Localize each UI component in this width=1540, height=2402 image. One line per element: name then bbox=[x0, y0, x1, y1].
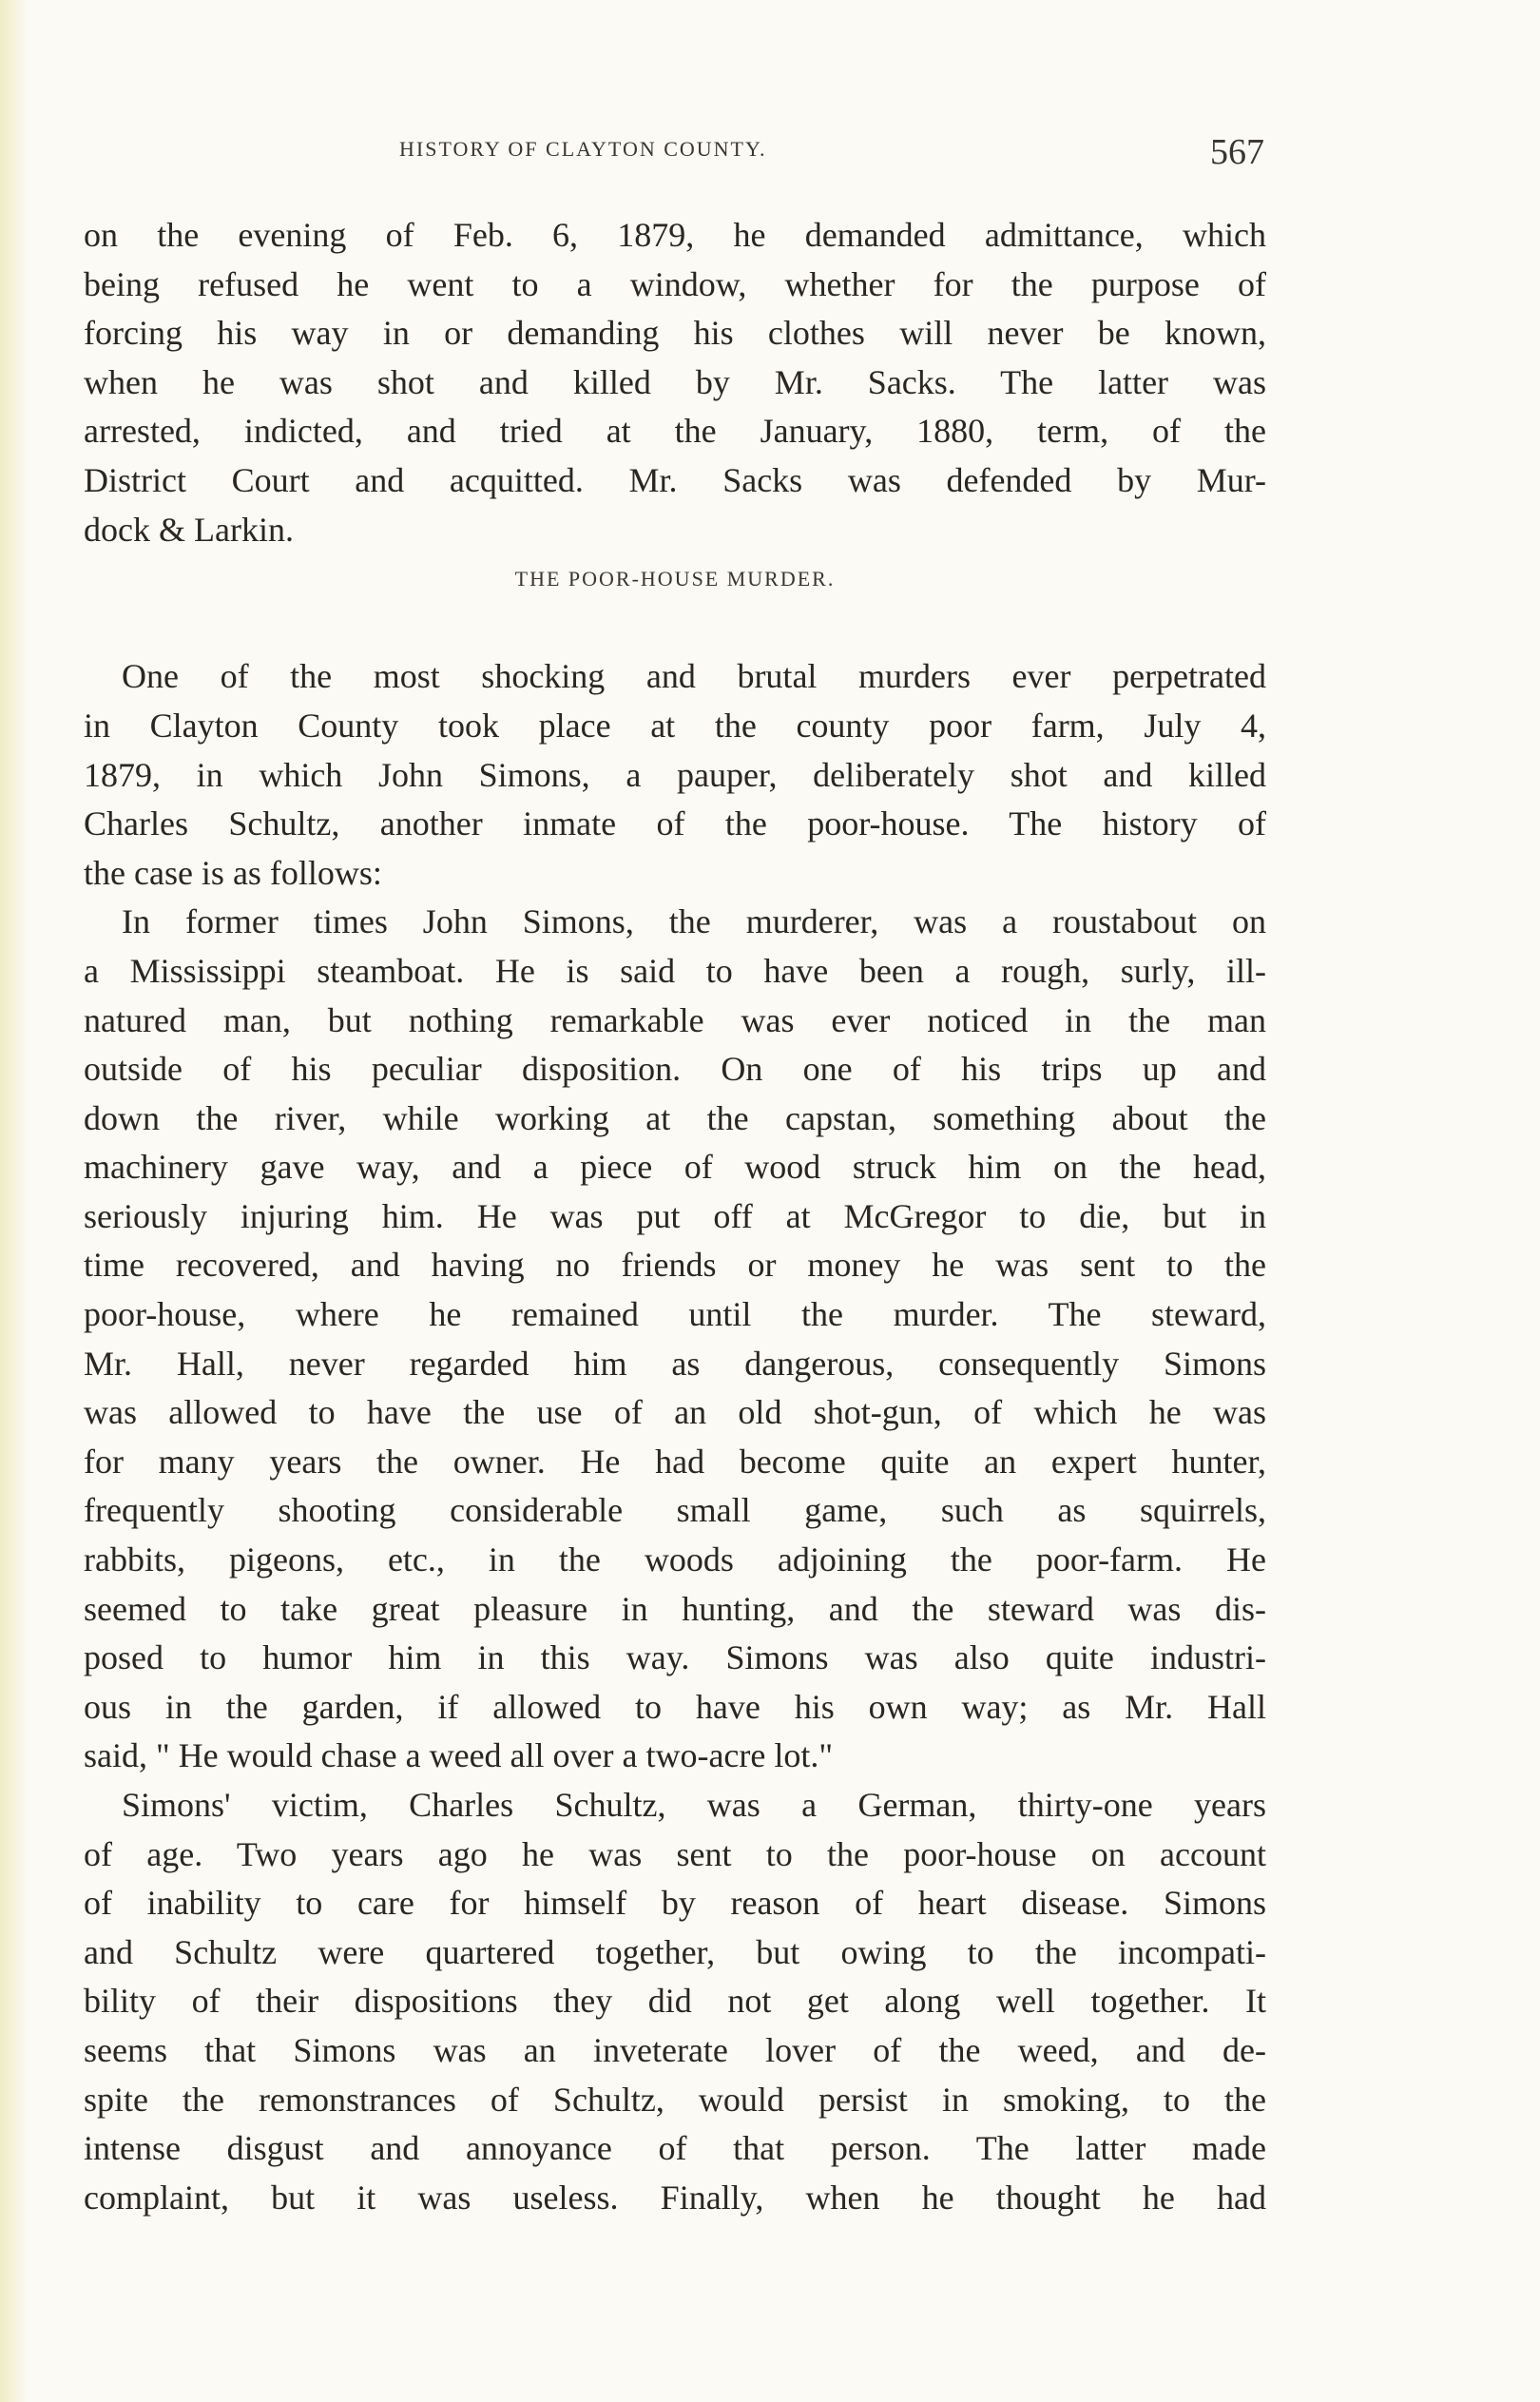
text-line: seemed to take great pleasure in hunting, and the steward was dis- bbox=[84, 1589, 1266, 1628]
text-line: One of the most shocking and brutal murders ever perpetrated bbox=[122, 657, 1266, 696]
text-line: In former times John Simons, the murderer, was a roustabout on bbox=[122, 902, 1266, 941]
text-line: and Schultz were quartered together, but owing to the incompati- bbox=[84, 1932, 1266, 1971]
text-line: rabbits, pigeons, etc., in the woods adjoining the poor-farm. He bbox=[84, 1540, 1266, 1579]
running-head bbox=[86, 131, 1264, 188]
text-line: posed to humor him in this way. Simons was also quite industri- bbox=[84, 1638, 1266, 1677]
text-line: of inability to care for himself by reason of heart disease. Simons bbox=[84, 1884, 1266, 1923]
text-line: natured man, but nothing remarkable was ever noticed in the man bbox=[84, 1000, 1266, 1039]
text-line: for many years the owner. He had become quite an expert hunter, bbox=[84, 1442, 1266, 1481]
text-line: arrested, indicted, and tried at the January, 1880, term, of the bbox=[84, 412, 1266, 451]
text-line: seems that Simons was an inveterate lover of the weed, and de- bbox=[84, 2030, 1266, 2069]
text-line: was allowed to have the use of an old shot-gun, of which he was bbox=[84, 1393, 1266, 1432]
spacer bbox=[84, 604, 1266, 653]
text-line: in Clayton County took place at the county poor farm, July 4, bbox=[84, 706, 1266, 745]
text-line: dock & Larkin. bbox=[84, 510, 294, 549]
text-line: when he was shot and killed by Mr. Sacks. The latter was bbox=[84, 362, 1266, 401]
text-line: ous in the garden, if allowed to have his own way; as Mr. Hall bbox=[84, 1687, 1266, 1726]
text-line: down the river, while working at the capstan, something about the bbox=[84, 1098, 1266, 1137]
text-line: seriously injuring him. He was put off at McGregor to die, but in bbox=[84, 1196, 1266, 1235]
paragraph-schultz bbox=[84, 1781, 1266, 2222]
text-line: intense disgust and annoyance of that person. The latter made bbox=[84, 2129, 1266, 2168]
text-line: Simons' victim, Charles Schultz, was a German, thirty-one years bbox=[122, 1786, 1266, 1824]
text-line: complaint, but it was useless. Finally, when he thought he had bbox=[84, 2178, 1266, 2217]
running-title: HISTORY OF CLAYTON COUNTY. bbox=[399, 137, 767, 161]
text-line: bility of their dispositions they did not get along well together. It bbox=[84, 1982, 1266, 2021]
page-edge-shadow bbox=[0, 0, 25, 2402]
text-line: frequently shooting considerable small game, such as squirrels, bbox=[84, 1491, 1266, 1530]
text-line: said, " He would chase a weed all over a two-acre lot." bbox=[84, 1736, 834, 1775]
text-line: spite the remonstrances of Schultz, would persist in smoking, to the bbox=[84, 2080, 1266, 2119]
page-number: 567 bbox=[1210, 132, 1264, 172]
paragraph-intro bbox=[84, 652, 1266, 898]
text-line: time recovered, and having no friends or money he was sent to the bbox=[84, 1246, 1266, 1285]
text-line: a Mississippi steamboat. He is said to have been a rough, surly, ill- bbox=[84, 951, 1266, 990]
text-line: on the evening of Feb. 6, 1879, he demanded admittance, which bbox=[84, 216, 1266, 254]
section-heading: THE POOR-HOUSE MURDER. bbox=[514, 567, 836, 591]
text-line: the case is as follows: bbox=[84, 853, 382, 892]
text-line: Mr. Hall, never regarded him as dangerous, consequently Simons bbox=[84, 1344, 1266, 1383]
paragraph-simons-history bbox=[84, 898, 1266, 1781]
text-line: outside of his peculiar disposition. On one of his trips up and bbox=[84, 1050, 1266, 1089]
text-line: poor-house, where he remained until the murder. The steward, bbox=[84, 1295, 1266, 1334]
text-line: of age. Two years ago he was sent to the poor-house on account bbox=[84, 1834, 1266, 1873]
body-text bbox=[84, 211, 1266, 2222]
text-line: Charles Schultz, another inmate of the poor-house. The history of bbox=[84, 804, 1266, 843]
paragraph-continuation bbox=[84, 211, 1266, 554]
text-line: forcing his way in or demanding his clothes will never be known, bbox=[84, 314, 1266, 353]
text-line: being refused he went to a window, whether for the purpose of bbox=[84, 264, 1266, 303]
text-line: machinery gave way, and a piece of wood struck him on the head, bbox=[84, 1148, 1266, 1187]
text-line: 1879, in which John Simons, a pauper, deliberately shot and killed bbox=[84, 755, 1266, 794]
text-line: District Court and acquitted. Mr. Sacks was defended by Mur- bbox=[84, 460, 1266, 499]
